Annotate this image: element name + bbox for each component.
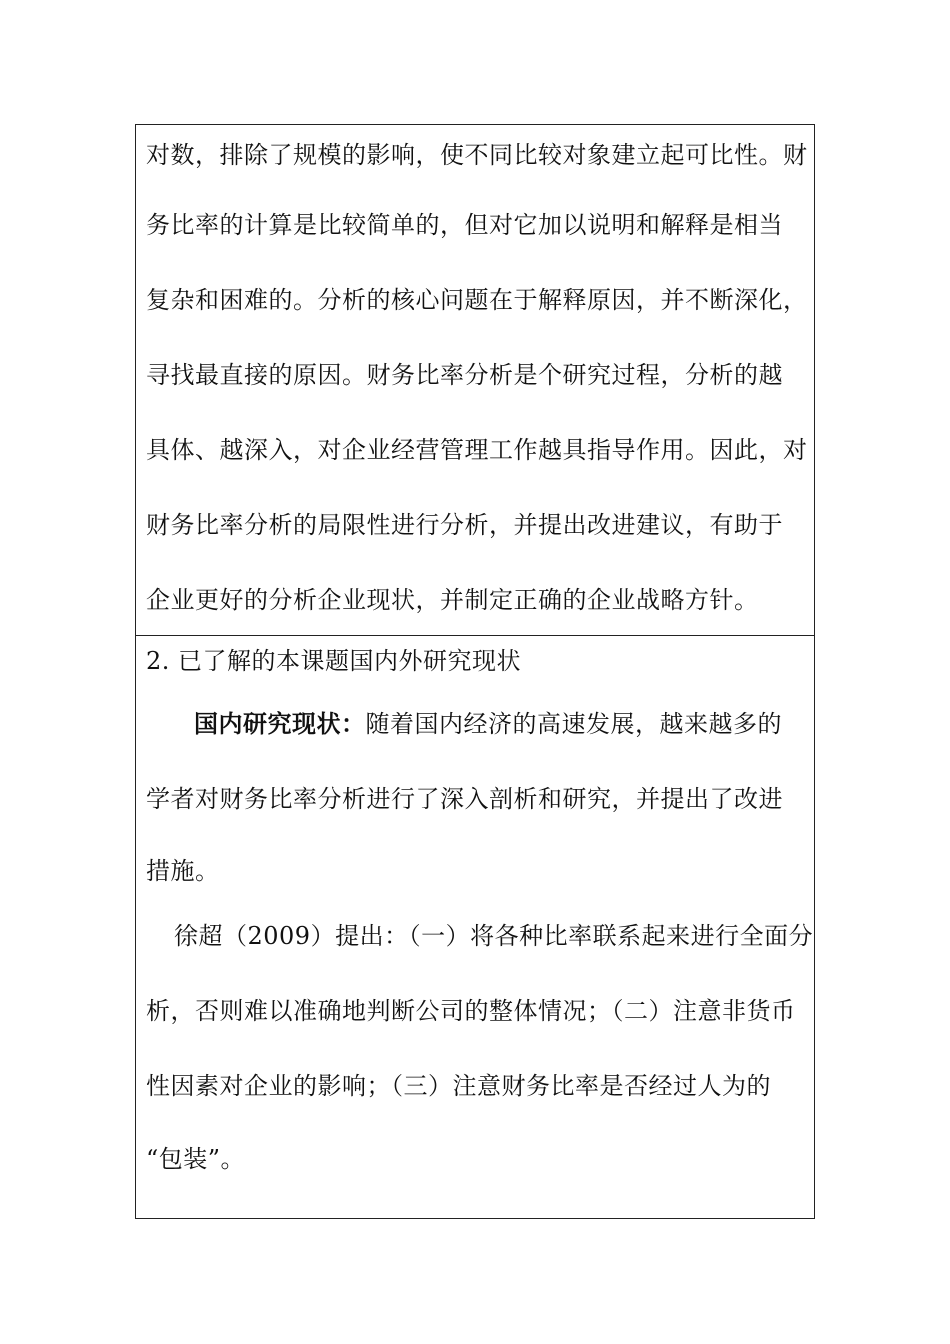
document-table bbox=[135, 124, 815, 1219]
domestic-status-text: 随着国内经济的高速发展，越来越多的 bbox=[365, 710, 782, 738]
paragraph-line: 对数，排除了规模的影响，使不同比较对象建立起可比性。财 bbox=[146, 141, 808, 169]
paragraph-line: 性因素对企业的影响；（三）注意财务比率是否经过人为的 bbox=[146, 1072, 771, 1100]
paragraph-line: 寻找最直接的原因。财务比率分析是个研究过程，分析的越 bbox=[146, 361, 783, 389]
paragraph-line: 析，否则难以准确地判断公司的整体情况；（二）注意非货币 bbox=[146, 997, 796, 1025]
paragraph-line: 学者对财务比率分析进行了深入剖析和研究，并提出了改进 bbox=[146, 785, 783, 813]
paragraph-line: 徐超（2009）提出：（一）将各种比率联系起来进行全面分 bbox=[174, 922, 814, 950]
table-cell-research-status bbox=[136, 635, 814, 1220]
domestic-status-line bbox=[194, 709, 806, 739]
paragraph-line: 措施。 bbox=[146, 857, 220, 885]
paragraph-line: 企业更好的分析企业现状，并制定正确的企业战略方针。 bbox=[146, 586, 759, 614]
table-cell-background bbox=[136, 125, 814, 635]
section-heading: 2. 已了解的本课题国内外研究现状 bbox=[146, 647, 522, 675]
paragraph-line: “包装”。 bbox=[146, 1145, 246, 1173]
paragraph-line: 具体、越深入，对企业经营管理工作越具指导作用。因此，对 bbox=[146, 436, 808, 464]
paragraph-line: 务比率的计算是比较简单的，但对它加以说明和解释是相当 bbox=[146, 211, 783, 239]
paragraph-line: 复杂和困难的。分析的核心问题在于解释原因，并不断深化， bbox=[146, 286, 808, 314]
domestic-status-label: 国内研究现状： bbox=[194, 709, 366, 738]
paragraph-line: 财务比率分析的局限性进行分析，并提出改进建议，有助于 bbox=[146, 511, 783, 539]
